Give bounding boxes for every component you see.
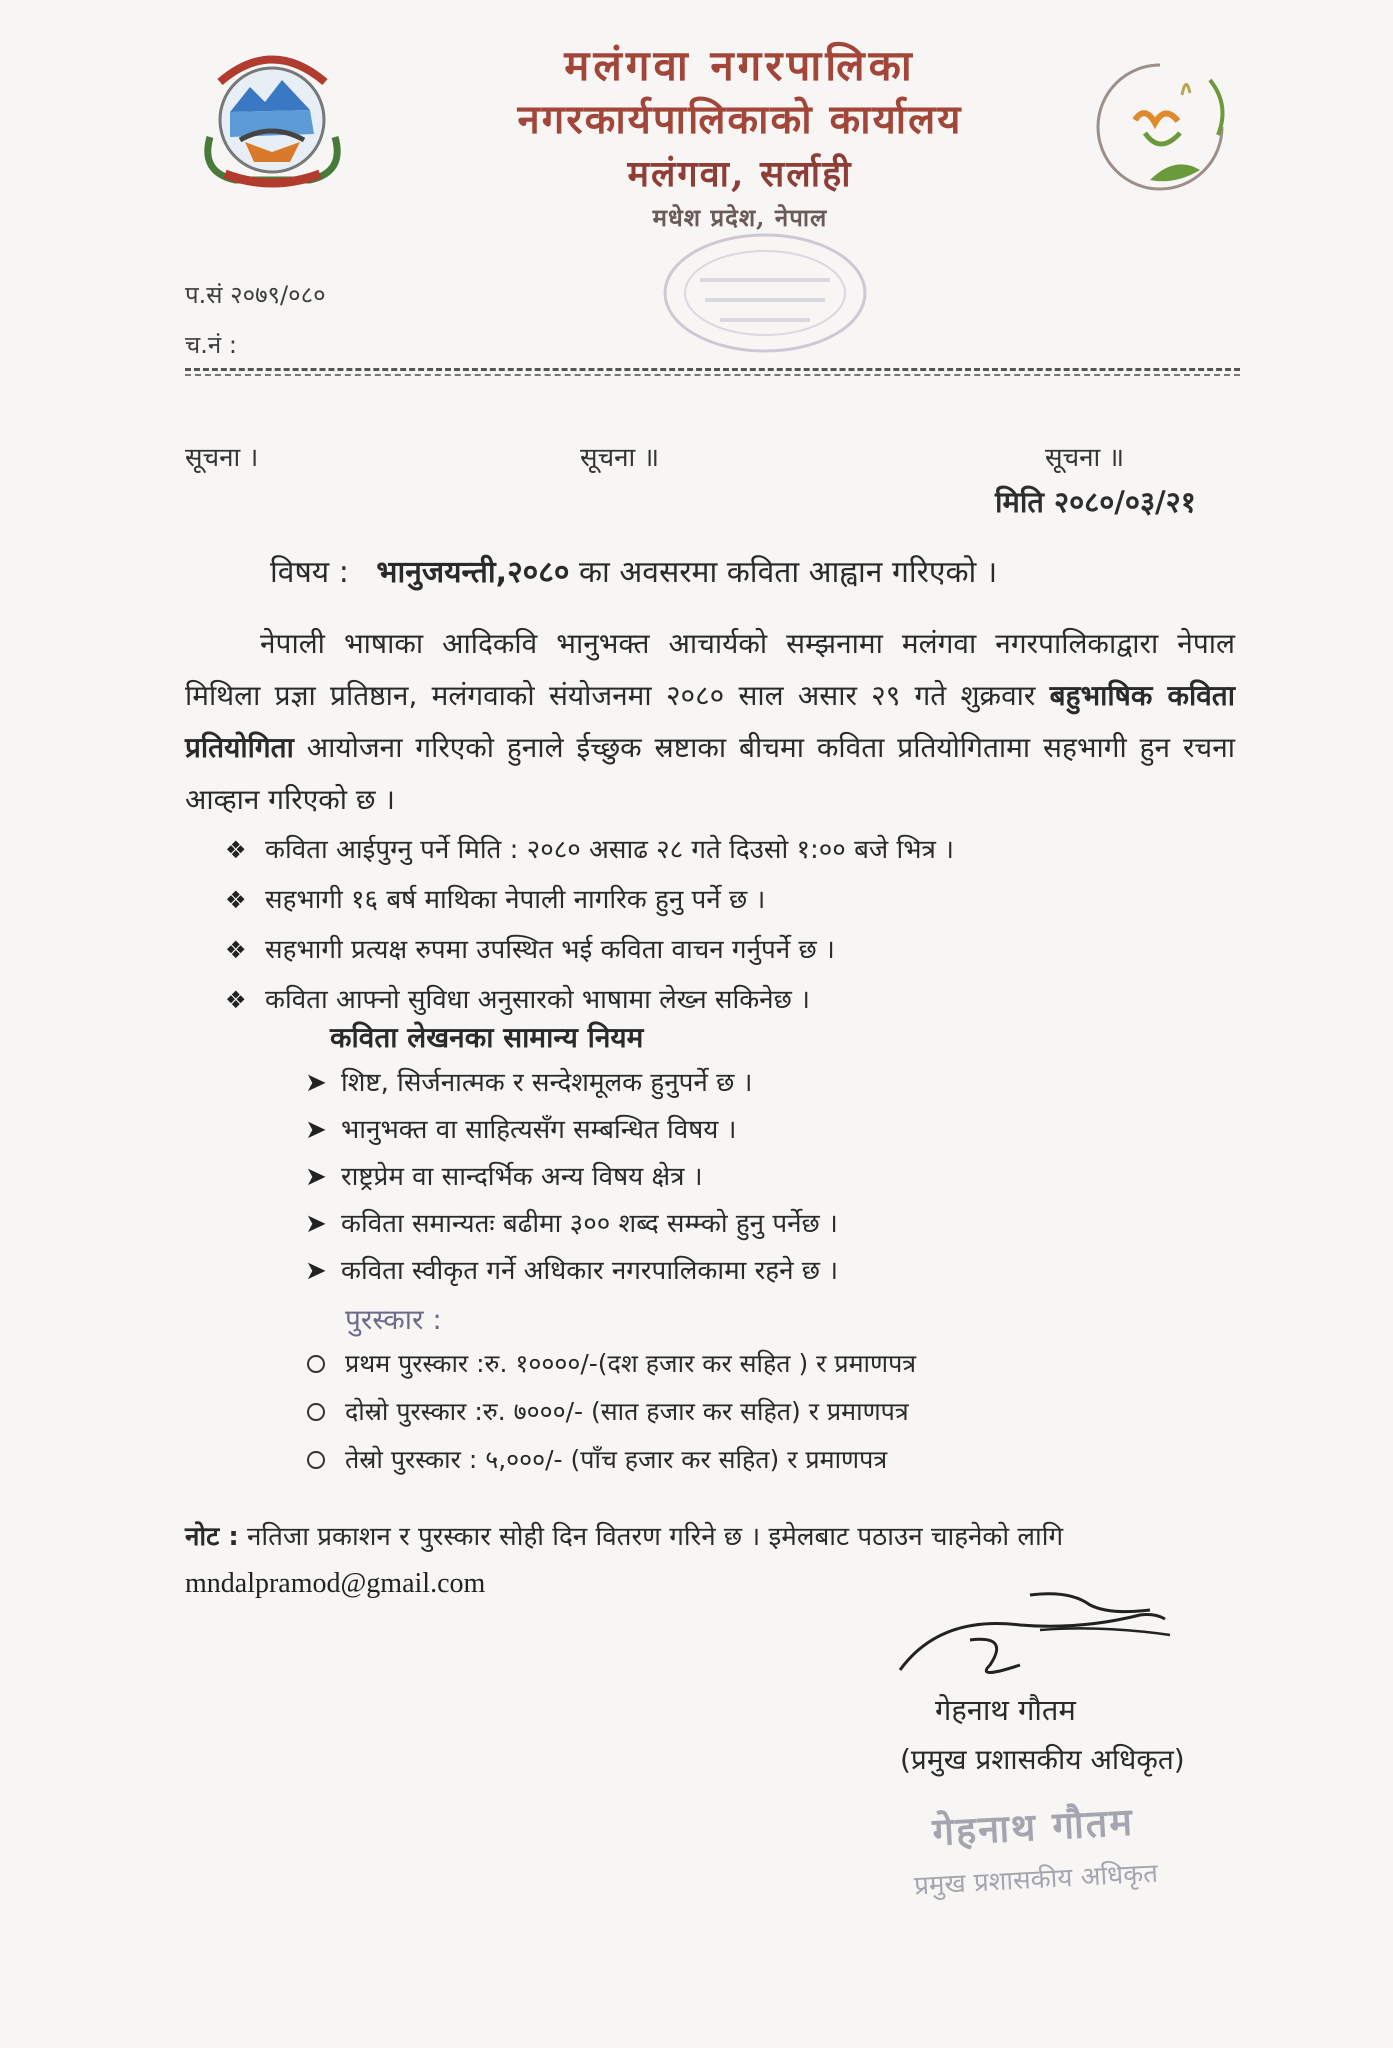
- header-divider: [185, 368, 1240, 371]
- municipality-name: मलंगवा नगरपालिका: [564, 41, 916, 90]
- list-item: ❖ सहभागी १६ बर्ष माथिका नेपाली नागरिक हुनु पर्ने छ ।: [225, 875, 1225, 925]
- subject-text: का अवसरमा कविता आह्वान गरिएको ।: [579, 555, 998, 590]
- document-date: मिति २०८०/०३/२१: [995, 485, 1196, 519]
- contact-email: mndalpramod@gmail.com: [185, 1568, 486, 1599]
- note-paragraph: [185, 1512, 1245, 1562]
- prizes-list: [305, 1340, 1205, 1484]
- office-name: नगरकार्यपालिकाको कार्यालय: [517, 96, 963, 143]
- subject-line: [270, 550, 997, 591]
- office-header: [440, 40, 1040, 236]
- signature-icon: [880, 1585, 1180, 1695]
- list-item: ➤ भानुभक्त वा साहित्यसँग सम्बन्धित विषय ।: [305, 1107, 1205, 1154]
- circle-bullet-icon: [307, 1355, 325, 1373]
- circle-bullet-icon: [307, 1403, 325, 1421]
- list-item: दोस्रो पुरस्कार :रु. ७०००/- (सात हजार कर सहित) र प्रमाणपत्र: [305, 1388, 1205, 1436]
- subject-event: भानुजयन्ती,२०८०: [376, 555, 570, 590]
- arrow-bullet-icon: ➤: [305, 1115, 327, 1145]
- name-seal: [877, 1792, 1193, 1928]
- office-province: मधेश प्रदेश, नेपाल: [652, 203, 828, 232]
- body-paragraph: [185, 618, 1235, 826]
- list-item: तेस्रो पुरस्कार : ५,०००/- (पाँच हजार कर सहित) र प्रमाणपत्र: [305, 1436, 1205, 1484]
- note-label: नोट :: [185, 1522, 239, 1552]
- arrow-bullet-icon: ➤: [305, 1256, 327, 1286]
- letter-number: प.सं २०७९/०८०: [185, 281, 326, 309]
- subject-label: विषय :: [270, 555, 349, 590]
- list-item: ➤ शिष्ट, सिर्जनात्मक र सन्देशमूलक हुनुपर्ने छ ।: [305, 1060, 1205, 1107]
- conditions-list: [225, 825, 1225, 1025]
- signer-title: (प्रमुख प्रशासकीय अधिकृत): [900, 1743, 1185, 1776]
- body-text-part1: नेपाली भाषाका आदिकवि भानुभक्त आचार्यको सम्झनामा मलंगवा नगरपालिकाद्वारा नेपाल मिथिला प्रज्ञा प्रतिष्ठान, मलंगवाको संयोजनमा २०८० साल असार २९ गते शुक्रवार: [185, 627, 1235, 712]
- rules-list: [305, 1060, 1205, 1295]
- arrow-bullet-icon: ➤: [305, 1162, 327, 1192]
- notice-label-left: सूचना ।: [185, 443, 259, 473]
- notice-label-center: सूचना ॥: [580, 443, 660, 473]
- diamond-bullet-icon: ❖: [225, 836, 247, 864]
- list-item: प्रथम पुरस्कार :रु. १००००/-(दश हजार कर सहित ) र प्रमाणपत्र: [305, 1340, 1205, 1388]
- signer-name: गेहनाथ गौतम: [935, 1693, 1076, 1727]
- seal-name: गेहनाथ गौतम: [931, 1799, 1136, 1855]
- circle-bullet-icon: [307, 1451, 325, 1469]
- rules-heading: कविता लेखनका सामान्य नियम: [330, 1021, 644, 1054]
- list-item: ➤ राष्ट्रप्रेम वा सान्दर्भिक अन्य विषय क्षेत्र ।: [305, 1154, 1205, 1201]
- prize-heading: पुरस्कार :: [345, 1303, 442, 1336]
- diamond-bullet-icon: ❖: [225, 936, 247, 964]
- body-text-part2: आयोजना गरिएको हुनाले ईच्छुक स्रष्टाका बीचमा कविता प्रतियोगितामा सहभागी हुन रचना आव्हान गरिएको छ ।: [185, 731, 1235, 816]
- header-divider-secondary: [185, 374, 1240, 376]
- nepal-emblem-icon: [190, 42, 355, 192]
- list-item: ➤ कविता समान्यतः बढीमा ३०० शब्द सम्म्को हुनु पर्नेछ ।: [305, 1201, 1205, 1248]
- list-item: ❖ सहभागी प्रत्यक्ष रुपमा उपस्थित भई कविता वाचन गर्नुपर्ने छ ।: [225, 925, 1225, 975]
- note-text: नतिजा प्रकाशन र पुरस्कार सोही दिन वितरण गरिने छ । इमेलबाट पठाउन चाहनेको लागि: [246, 1522, 1064, 1552]
- list-item: ➤ कविता स्वीकृत गर्ने अधिकार नगरपालिकामा रहने छ ।: [305, 1248, 1205, 1295]
- reference-numbers: [185, 270, 326, 370]
- dispatch-number: च.नं :: [185, 331, 237, 359]
- arrow-bullet-icon: ➤: [305, 1209, 327, 1239]
- seal-title: प्रमुख प्रशासकीय अधिकृत: [913, 1858, 1159, 1902]
- diamond-bullet-icon: ❖: [225, 886, 247, 914]
- office-stamp-icon: [650, 225, 880, 360]
- list-item: ❖ कविता आईपुग्नु पर्ने मिति : २०८० असाढ २८ गते दिउसो १:०० बजे भित्र ।: [225, 825, 1225, 875]
- office-location: मलंगवा, सर्लाही: [627, 153, 853, 195]
- diamond-bullet-icon: ❖: [225, 986, 247, 1014]
- arrow-bullet-icon: ➤: [305, 1068, 327, 1098]
- municipality-logo-icon: [1090, 55, 1230, 200]
- body-competition-name: बहुभाषिक कविता प्रतियोगिता: [185, 679, 1235, 764]
- list-item: ❖ कविता आफ्नो सुविधा अनुसारको भाषामा लेख्न सकिनेछ ।: [225, 975, 1225, 1025]
- notice-label-right: सूचना ॥: [1045, 443, 1125, 473]
